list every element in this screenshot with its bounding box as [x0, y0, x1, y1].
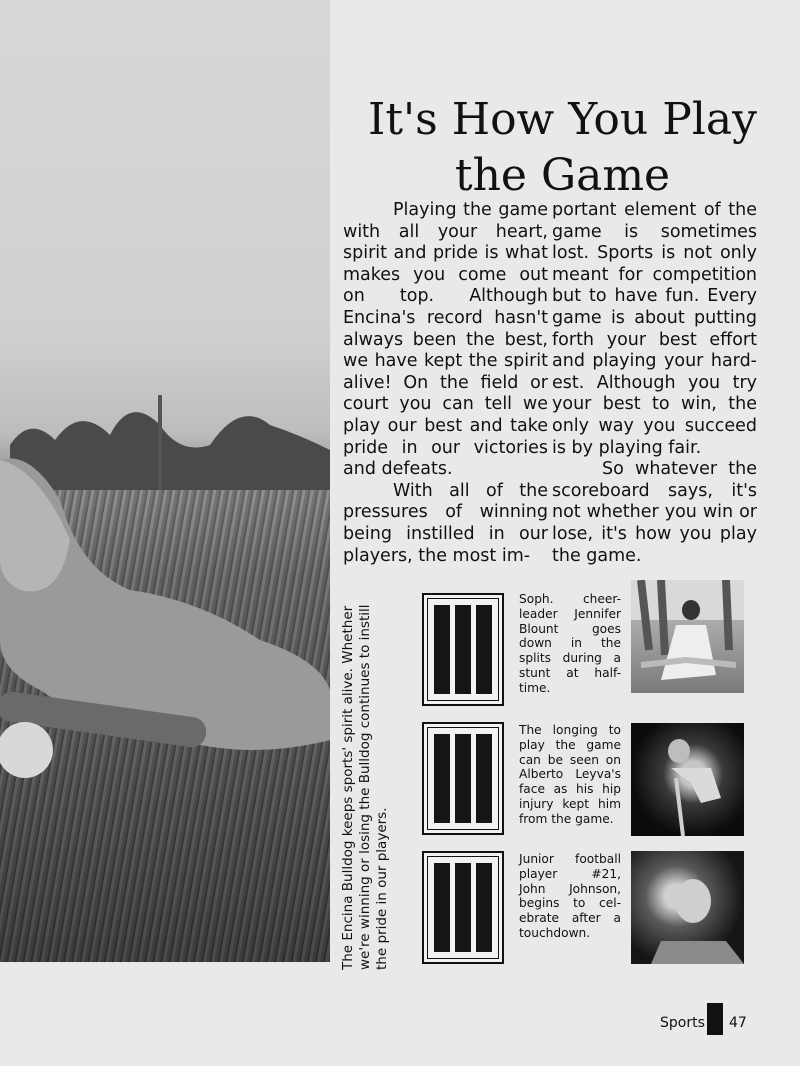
body-column-1	[343, 200, 548, 567]
title-line-2: the Game	[454, 150, 671, 201]
photo-caption: The longing to play the game can be seen on Alberto Leyva's face as his hip injury kept him from the game.	[519, 723, 621, 826]
folio-bar	[707, 1003, 723, 1035]
body-paragraph: With all of the pressures of winning being instilled in our players, the most im-	[343, 480, 548, 566]
photo-caption: Junior football player #21, John Johnson, begins to cel-ebrate after a touchdown.	[519, 852, 621, 940]
section-label: Sports	[660, 1015, 705, 1031]
title-line-1: It's How You Play	[367, 94, 758, 145]
page-title	[345, 92, 780, 204]
main-photo-caption: The Encina Bulldog keeps sports' spirit alive. Whether we're winning or losing the Bulldog continues to instill the pride in our players.	[340, 604, 390, 970]
bulldog-mascot	[0, 440, 330, 800]
bars-icon	[422, 722, 504, 835]
bulldog-photo	[0, 0, 330, 962]
body-column-2	[552, 200, 757, 567]
injured-player-photo	[631, 723, 744, 836]
page-number: 47	[729, 1015, 747, 1031]
body-paragraph: portant element of the game is sometimes lost. Sports is not only meant for competition but to have fun. Every game is about putting forth your best effort and playing your hard-est. Although you try your best to win, the only way you succeed is by playing fair.	[552, 200, 757, 458]
football-player-photo	[631, 851, 744, 964]
cheerleader-photo	[631, 580, 744, 693]
bars-icon	[422, 593, 504, 706]
body-paragraph: Playing the game with all your heart, spirit and pride is what makes you come out on top. Although Encina's record hasn't always been the best, we have kept the spirit alive! On the field or court you can tell we play our best and take pride in our victories and defeats.	[343, 200, 548, 480]
bars-icon	[422, 851, 504, 964]
body-paragraph: So whatever the scoreboard says, it's not whether you win or lose, it's how you play the game.	[552, 459, 757, 566]
photo-caption: Soph. cheer-leader Jennifer Blount goes down in the splits during a stunt at half-time.	[519, 592, 621, 695]
